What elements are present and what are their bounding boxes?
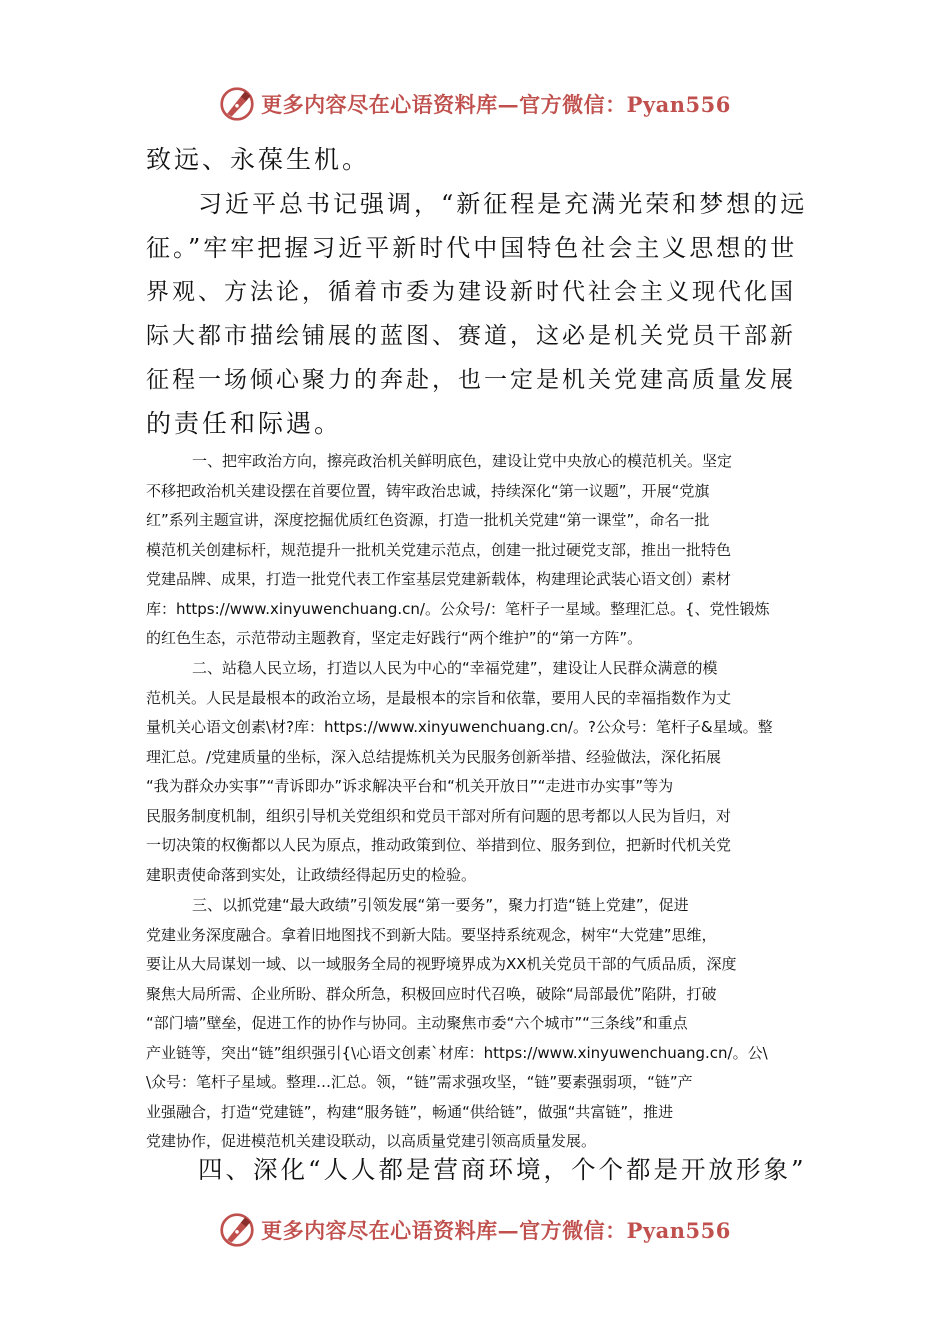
text-line: 的红色生态，示范带动主题教育，坚定走好践行“两个维护”的“第一方阵”。 — [146, 629, 643, 647]
text-line: 界观、方法论，循着市委为建设新时代社会主义现代化国 — [146, 279, 796, 305]
text-line: 建职责使命落到实处，让政绩经得起历史的检验。 — [146, 865, 477, 884]
text-line: 党建协作，促进模范机关建设联动，以高质量党建引领高质量发展。 — [146, 1132, 597, 1150]
text-line: 二、站稳人民立场，打造以人民为中心的“幸福党建”，建设让人民群众满意的模 — [192, 659, 718, 677]
text-line: 征程一场倾心聚力的奔赴，也一定是机关党建高质量发展 — [146, 367, 796, 393]
section-3 — [146, 891, 808, 1157]
text-line: 一、把牢政治方向，擦亮政治机关鲜明底色，建设让党中央放心的模范机关。坚定 — [192, 452, 733, 470]
section-1 — [146, 447, 808, 654]
text-line: 要让从大局谋划一域、以一域服务全局的视野境界成为XX机关党员干部的气质品质，深度 — [146, 955, 737, 973]
text-line: 范机关。人民是最根本的政治立场，是最根本的宗旨和依靠，要用人民的幸福指数作为丈 — [146, 688, 732, 707]
footer-banner — [0, 1210, 950, 1250]
text-line: 际大都市描绘铺展的蓝图、赛道，这必是机关党员干部新 — [146, 323, 796, 349]
banner-text: 更多内容尽在心语资料库—官方微信：Pyan556 — [261, 1218, 731, 1243]
text-line: 的责任和际遇。 — [146, 409, 343, 438]
banner-text: 更多内容尽在心语资料库—官方微信：Pyan556 — [261, 92, 731, 117]
text-line: 量机关心语文创素\材?库：https://www.xinyuwenchuang.cn/。?公众号：笔杆子&星域。整 — [146, 718, 773, 736]
text-line: 产业链等，突出“链”组织强引{\心语文创素`材库：https://www.xinyuwenchuang.cn/。公\ — [146, 1043, 768, 1062]
text-line: 征。”牢牢把握习近平新时代中国特色社会主义思想的世 — [146, 234, 798, 262]
paragraph-intro-end — [146, 138, 808, 182]
text-line: 三、以抓党建“最大政绩”引领发展“第一要务”，聚力打造“链上党建”，促进 — [192, 896, 689, 914]
text-line: 习近平总书记强调，“新征程是充满光荣和梦想的远 — [198, 190, 808, 218]
text-line: 一切决策的权衡都以人民为原点，推动政策到位、举措到位、服务到位，把新时代机关党 — [146, 836, 732, 854]
text-line: 党建业务深度融合。拿着旧地图找不到新大陆。要坚持系统观念，树牢“大党建”思维， — [146, 925, 717, 944]
text-line: 致远、永葆生机。 — [146, 145, 371, 174]
text-line: 聚焦大局所需、企业所盼、群众所急，积极回应时代召唤，破除“局部最优”陷阱，打破 — [146, 984, 717, 1003]
text-line: 理汇总。/党建质量的坐标，深入总结提炼机关为民服务创新举措、经验做法，深化拓展 — [146, 747, 722, 766]
pen-nib-logo-icon — [219, 1212, 255, 1248]
text-line: “我为群众办实事”“青诉即办”诉求解决平台和“机关开放日”“走进市办实事”等为 — [146, 777, 674, 795]
text-line: 不移把政治机关建设摆在首要位置，铸牢政治忠诚，持续深化“第一议题”，开展“党旗 — [146, 481, 710, 500]
text-line: 党建品牌、成果，打造一批党代表工作室基层党建新载体，构建理论武装心语文创）素材 — [146, 570, 732, 588]
pen-nib-logo-icon — [219, 86, 255, 122]
text-line: 红”系列主题宣讲，深度挖掘优质红色资源，打造一批机关党建“第一课堂”，命名一批 — [146, 511, 710, 529]
text-line: 模范机关创建标杆，规范提升一批机关党建示范点，创建一批过硬党支部，推出一批特色 — [146, 540, 732, 559]
text-line: 四、深化“人人都是营商环境，个个都是开放形象” — [198, 1155, 807, 1184]
paragraph-quote — [146, 182, 808, 446]
text-line: 业强融合，打造“党建链”，构建“服务链”，畅通“供给链”，做强“共富链”，推进 — [146, 1102, 674, 1121]
text-line: \众号：笔杆子星域。整理…汇总。领，“链”需求强攻坚，“链”要素强弱项，“链”产 — [146, 1073, 693, 1091]
text-line: 库：https://www.xinyuwenchuang.cn/。公众号/：笔杆子一星域。整理汇总。{、党性锻炼 — [146, 599, 770, 618]
header-banner — [0, 84, 950, 124]
text-line: “部门墙”壁垒，促进工作的协作与协同。主动聚焦市委“六个城市”“三条线”和重点 — [146, 1014, 688, 1032]
section-4-heading — [146, 1148, 808, 1192]
section-2 — [146, 654, 808, 890]
text-line: 民服务制度机制，组织引导机关党组织和党员干部对所有问题的思考都以人民为旨归，对 — [146, 806, 732, 825]
